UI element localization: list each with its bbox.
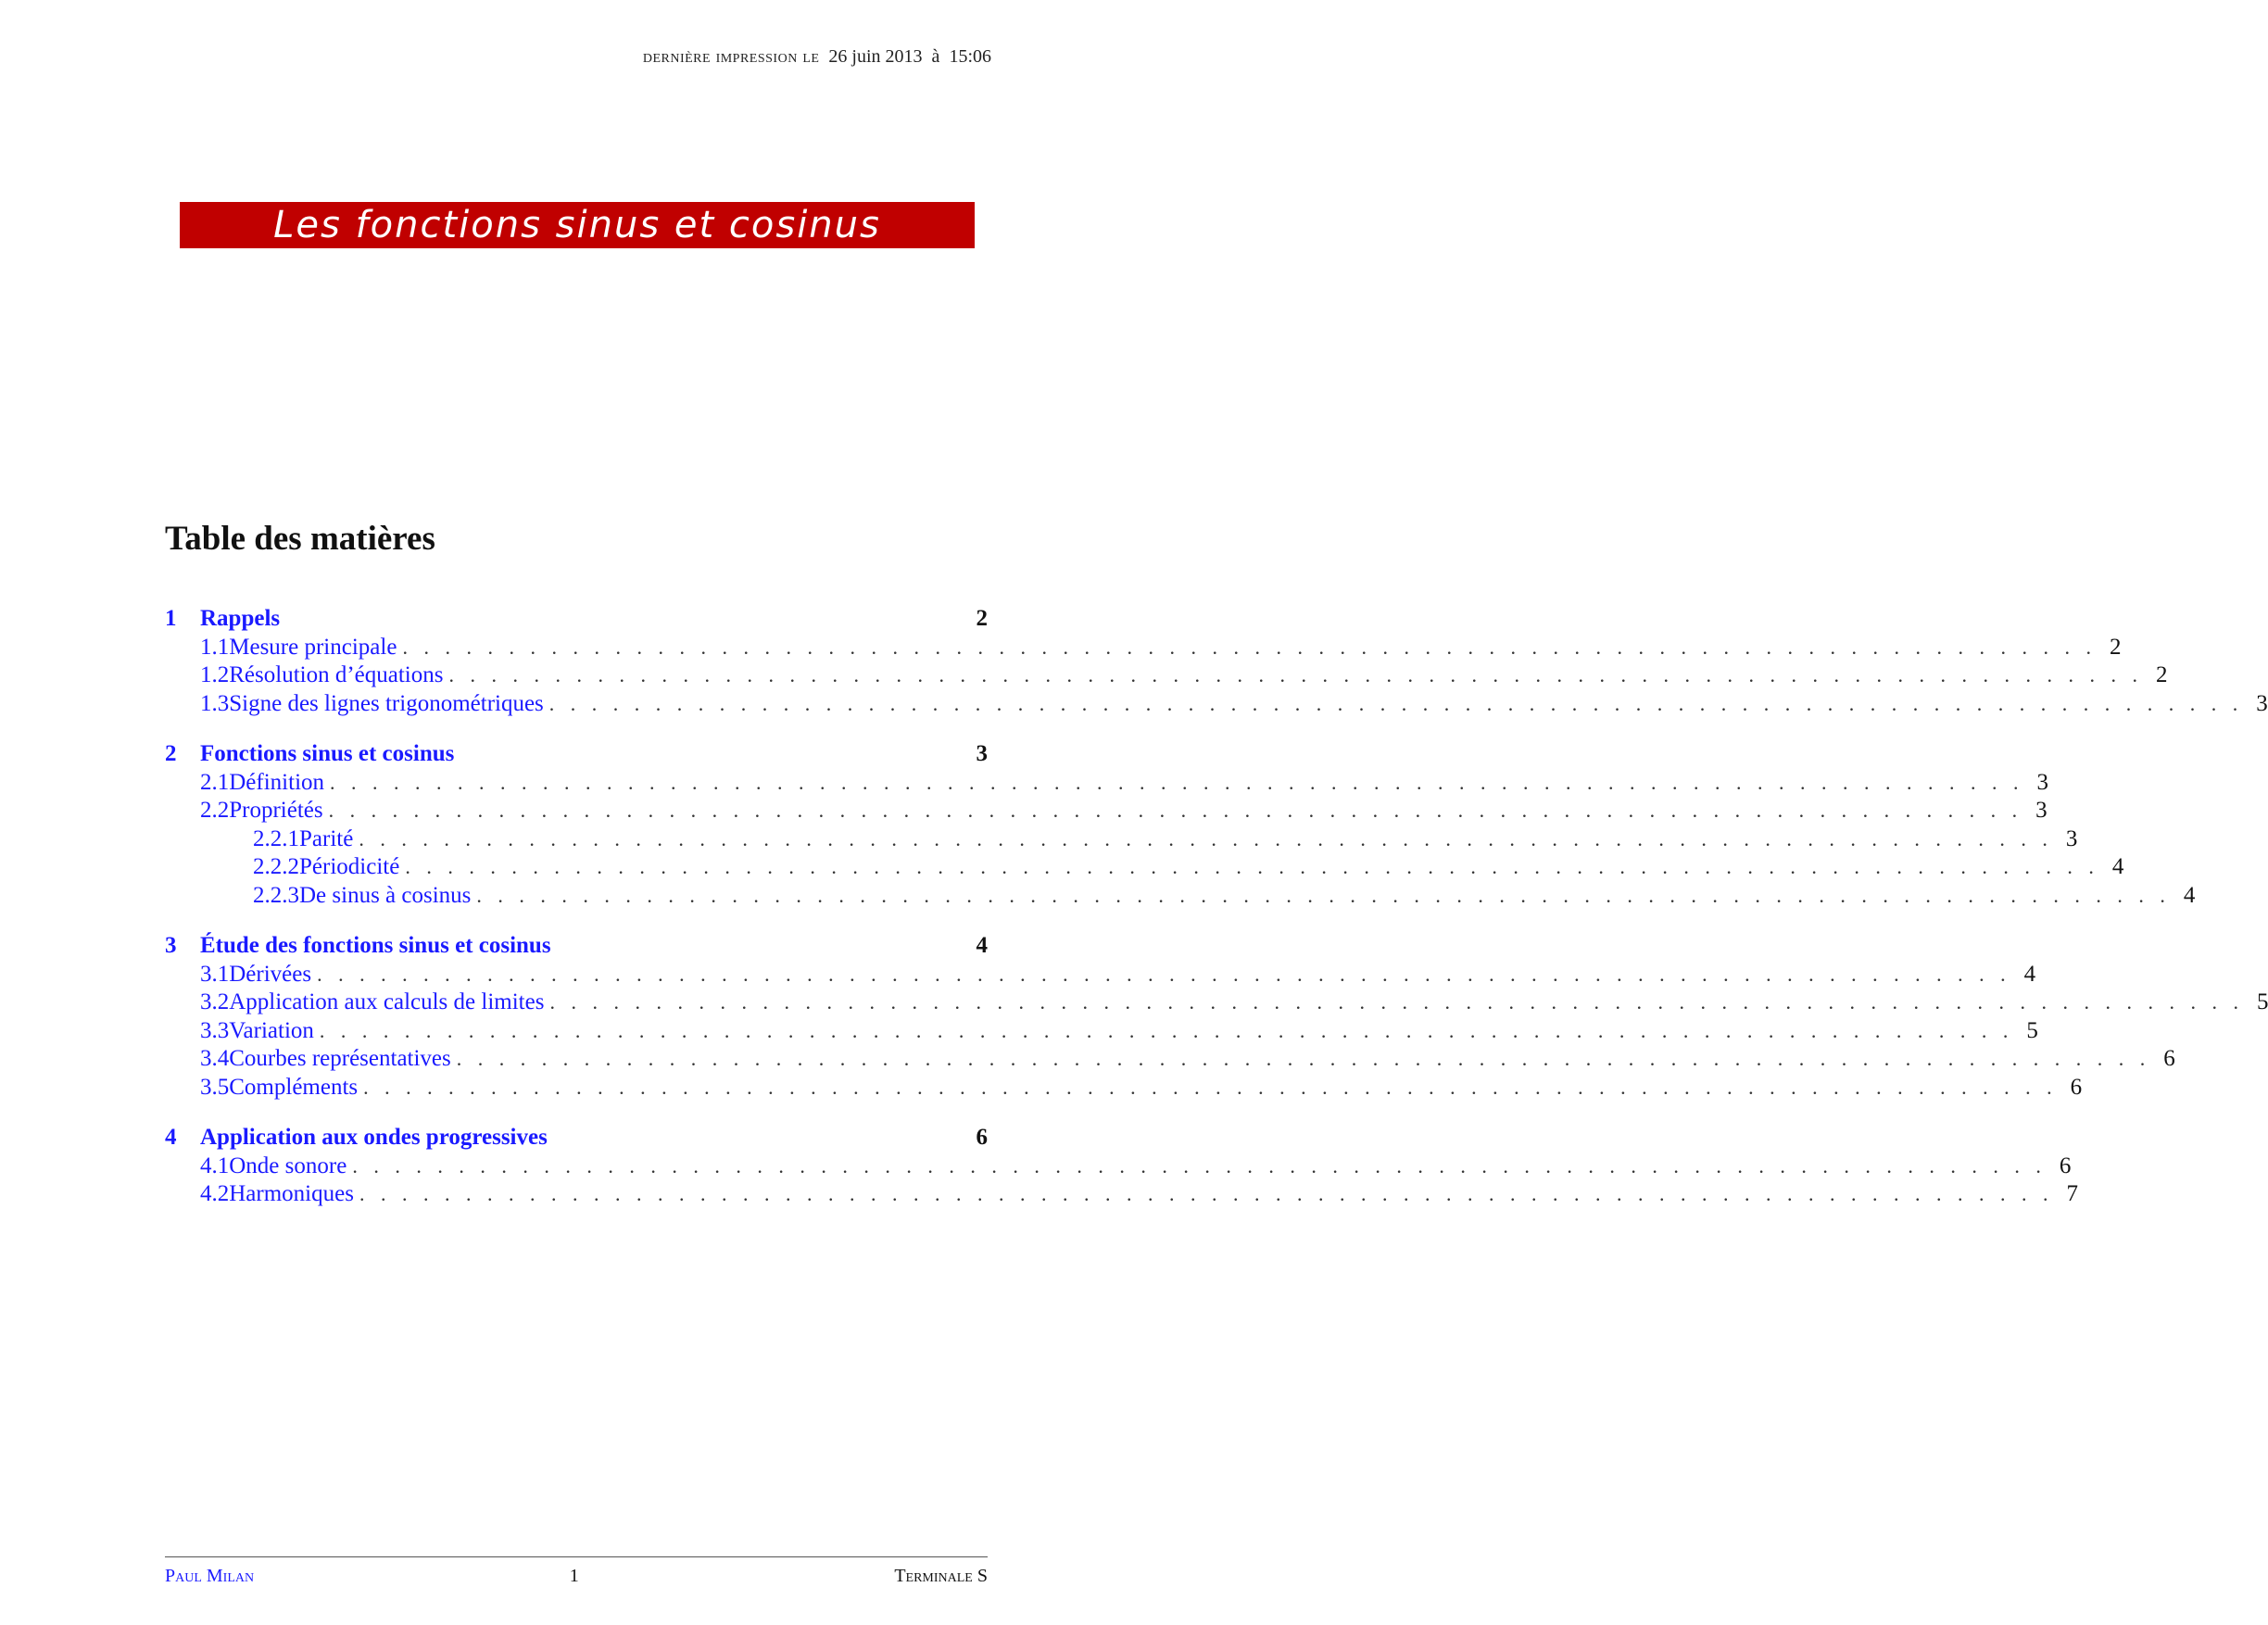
toc-entry-page: 3 xyxy=(2036,769,2049,795)
toc-entry[interactable] xyxy=(165,798,2048,826)
title-banner xyxy=(180,202,975,248)
toc-leader-dots: . . . . . . . . . . . . . . . . . . . . . . . . . . . . . . . . . . . . . . . . . . . . . . . . . . . . . . . . . . . . . . . . . . . . . . . . . . . . . . . . xyxy=(448,663,2143,687)
toc-entry-number[interactable]: 1.1 xyxy=(200,634,230,660)
toc-entry-page: 6 xyxy=(2070,1074,2083,1100)
toc-leader-dots: . . . . . . . . . . . . . . . . . . . . . . . . . . . . . . . . . . . . . . . . . . . . . . . . . . . . . . . . . . . . . . . . . . . . . . . . . . . . . . . . xyxy=(456,1047,2151,1070)
toc-entry-title[interactable]: Compléments xyxy=(229,1074,359,1100)
toc-entry-page: 7 xyxy=(2066,1181,2078,1206)
toc-entry-number[interactable]: 1.2 xyxy=(200,662,230,687)
toc-entry-title[interactable]: Variation xyxy=(229,1017,314,1043)
print-time: 15:06 xyxy=(949,46,991,67)
toc-leader-dots: . . . . . . . . . . . . . . . . . . . . . . . . . . . . . . . . . . . . . . . . . . . . . . . . . . . . . . . . . . . . . . . . . . . . . . . . . . . . . . . . xyxy=(359,826,2053,850)
toc-entry-title[interactable]: Onde sonore xyxy=(229,1153,347,1178)
toc-entry-title[interactable]: Résolution d’équations xyxy=(229,662,444,687)
toc-entry[interactable] xyxy=(165,882,2196,912)
toc-entry[interactable] xyxy=(165,634,2122,663)
toc-leader-dots: . . . . . . . . . . . . . . . . . . . . . . . . . . . . . . . . . . . . . . . . . . . . . . . . . . . . . . . . . . . . . . . . . . . . . . . . . . . . . . . . xyxy=(328,799,2023,822)
toc-entry-page: 4 xyxy=(2111,854,2124,879)
toc-entry-number[interactable]: 3 xyxy=(165,933,177,958)
toc-entry-title[interactable]: Périodicité xyxy=(299,854,400,879)
toc-entry[interactable] xyxy=(165,662,2168,691)
toc-section xyxy=(165,606,2268,719)
toc-entry[interactable] xyxy=(165,825,2078,855)
toc-entry-number[interactable]: 3.4 xyxy=(200,1046,230,1071)
toc-entry-page: 3 xyxy=(2065,825,2078,851)
toc-leader-dots: . . . . . . . . . . . . . . . . . . . . . . . . . . . . . . . . . . . . . . . . . . . . . . . . . . . . . . . . . . . . . . . . . . . . . . . . . . . . . . . . xyxy=(405,855,2099,878)
toc-entry-title[interactable]: Fonctions sinus et cosinus xyxy=(200,741,455,766)
toc-entry-title[interactable]: Étude des fonctions sinus et cosinus xyxy=(200,933,551,958)
toc-entry-number[interactable]: 2 xyxy=(165,741,177,766)
toc-entry-title[interactable]: Application aux calculs de limites xyxy=(229,989,545,1014)
footer-page-number: 1 xyxy=(569,1566,579,1586)
toc-entry-number[interactable]: 3.2 xyxy=(200,989,230,1014)
toc-entry-number[interactable]: 4.1 xyxy=(200,1153,230,1178)
toc-entry[interactable] xyxy=(165,854,2124,883)
toc-entry-number[interactable]: 1.3 xyxy=(200,690,230,716)
toc-leader-dots: . . . . . . . . . . . . . . . . . . . . . . . . . . . . . . . . . . . . . . . . . . . . . . . . . . . . . . . . . . . . . . . . . . . . . . . . . . . . . . . . xyxy=(352,1153,2047,1178)
toc-entry[interactable] xyxy=(165,1125,988,1153)
footer-divider xyxy=(165,1556,988,1557)
toc-entry-number[interactable]: 2.2.2 xyxy=(253,854,299,879)
print-sep: à xyxy=(931,46,940,67)
toc-entry-page: 4 xyxy=(2183,882,2196,908)
toc-entry-title[interactable]: Courbes représentatives xyxy=(229,1046,451,1071)
table-of-contents xyxy=(165,606,2268,1232)
toc-entry-page: 2 xyxy=(2155,662,2168,687)
toc-leader-dots: . . . . . . . . . . . . . . . . . . . . . . . . . . . . . . . . . . . . . . . . . . . . . . . . . . . . . . . . . . . . . . . . . . . . . . . . . . . . . . . . xyxy=(548,691,2244,715)
toc-entry-title[interactable]: Propriétés xyxy=(229,798,323,823)
toc-leader-dots: . . . . . . . . . . . . . . . . . . . . . . . . . . . . . . . . . . . . . . . . . . . . . . . . . . . . . . . . . . . . . . . . . . . . . . . . . . . . . . . . xyxy=(319,1018,2014,1042)
toc-leader-dots: . . . . . . . . . . . . . . . . . . . . . . . . . . . . . . . . . . . . . . . . . . . . . . . . . . . . . . . . . . . . . . . . . . . . . . . . . . . . . . . . xyxy=(317,962,2011,986)
toc-leader-dots: . . . . . . . . . . . . . . . . . . . . . . . . . . . . . . . . . . . . . . . . . . . . . . . . . . . . . . . . . . . . . . . . . . . . . . . . . . . . . . . . xyxy=(402,635,2097,659)
toc-entry-page: 6 xyxy=(2059,1153,2072,1178)
toc-leader-dots: . . . . . . . . . . . . . . . . . . . . . . . . . . . . . . . . . . . . . . . . . . . . . . . . . . . . . . . . . . . . . . . . . . . . . . . . . . . . . . . . xyxy=(549,990,2244,1014)
toc-entry-page: 3 xyxy=(2256,690,2268,716)
toc-section xyxy=(165,741,2196,911)
toc-entry-number[interactable]: 2.2 xyxy=(200,798,230,823)
toc-leader-dots: . . . . . . . . . . . . . . . . . . . . . . . . . . . . . . . . . . . . . . . . . . . . . . . . . . . . . . . . . . . . . . . . . . . . . . . . . . . . . . . . xyxy=(330,770,2024,794)
print-date: 26 juin 2013 xyxy=(828,46,923,67)
toc-section xyxy=(165,933,2268,1102)
document-title: Les fonctions sinus et cosinus xyxy=(273,204,881,246)
toc-entry-title[interactable]: Harmoniques xyxy=(229,1181,354,1206)
footer-author[interactable]: Paul Milan xyxy=(165,1566,255,1586)
toc-entry-number[interactable]: 3.1 xyxy=(200,961,230,987)
toc-entry-page: 5 xyxy=(2026,1017,2038,1043)
toc-entry-page: 6 xyxy=(976,1125,988,1150)
toc-entry[interactable] xyxy=(165,606,988,635)
toc-entry-title[interactable]: Signe des lignes trigonométriques xyxy=(229,690,544,716)
toc-entry-title[interactable]: Application aux ondes progressives xyxy=(200,1125,548,1150)
toc-entry-number[interactable]: 2.2.1 xyxy=(253,825,299,851)
toc-entry[interactable] xyxy=(165,1181,2078,1210)
toc-entry-page: 3 xyxy=(976,741,988,766)
toc-entry-number[interactable]: 1 xyxy=(165,606,177,631)
toc-entry-title[interactable]: De sinus à cosinus xyxy=(299,882,472,908)
toc-entry[interactable] xyxy=(165,1017,2038,1047)
toc-leader-dots: . . . . . . . . . . . . . . . . . . . . . . . . . . . . . . . . . . . . . . . . . . . . . . . . . . . . . . . . . . . . . . . . . . . . . . . . . . . . . . . . xyxy=(363,1075,2058,1099)
toc-entry-title[interactable]: Rappels xyxy=(200,606,281,631)
page-footer xyxy=(165,1566,988,1587)
toc-leader-dots: . . . . . . . . . . . . . . . . . . . . . . . . . . . . . . . . . . . . . . . . . . . . . . . . . . . . . . . . . . . . . . . . . . . . . . . . . . . . . . . . xyxy=(476,883,2171,907)
toc-entry-page: 6 xyxy=(2163,1046,2175,1071)
toc-entry-page: 5 xyxy=(2256,989,2268,1014)
toc-entry-number[interactable]: 3.5 xyxy=(200,1074,230,1100)
toc-entry-title[interactable]: Dérivées xyxy=(229,961,312,987)
toc-entry[interactable] xyxy=(165,989,2268,1018)
toc-entry-page: 2 xyxy=(2109,634,2122,660)
toc-entry[interactable] xyxy=(165,1153,2072,1182)
footer-class: Terminale S xyxy=(894,1566,988,1586)
toc-entry-title[interactable]: Parité xyxy=(299,825,354,851)
toc-entry-number[interactable]: 2.2.3 xyxy=(253,882,299,908)
toc-entry-title[interactable]: Mesure principale xyxy=(229,634,397,660)
toc-entry-page: 2 xyxy=(976,606,988,631)
toc-entry[interactable] xyxy=(165,690,2268,720)
toc-entry-number[interactable]: 4.2 xyxy=(200,1181,230,1206)
toc-entry[interactable] xyxy=(165,933,988,962)
toc-entry-page: 4 xyxy=(976,933,988,958)
toc-entry-title[interactable]: Définition xyxy=(229,769,325,795)
toc-entry-page: 3 xyxy=(2035,798,2048,823)
toc-entry[interactable] xyxy=(165,1074,2083,1103)
print-label: dernière impression le xyxy=(642,46,820,67)
toc-heading: Table des matières xyxy=(165,520,435,558)
toc-entry-number[interactable]: 4 xyxy=(165,1125,177,1150)
toc-entry-page: 4 xyxy=(2023,961,2036,987)
print-date-header xyxy=(643,46,991,68)
toc-leader-dots: . . . . . . . . . . . . . . . . . . . . . . . . . . . . . . . . . . . . . . . . . . . . . . . . . . . . . . . . . . . . . . . . . . . . . . . . . . . . . . . . xyxy=(359,1182,2054,1205)
toc-entry[interactable] xyxy=(165,961,2036,990)
toc-entry[interactable] xyxy=(165,1046,2175,1075)
toc-entry-number[interactable]: 2.1 xyxy=(200,769,230,795)
toc-entry[interactable] xyxy=(165,741,988,770)
toc-section xyxy=(165,1125,2078,1210)
toc-entry-number[interactable]: 3.3 xyxy=(200,1017,230,1043)
toc-entry[interactable] xyxy=(165,769,2049,799)
